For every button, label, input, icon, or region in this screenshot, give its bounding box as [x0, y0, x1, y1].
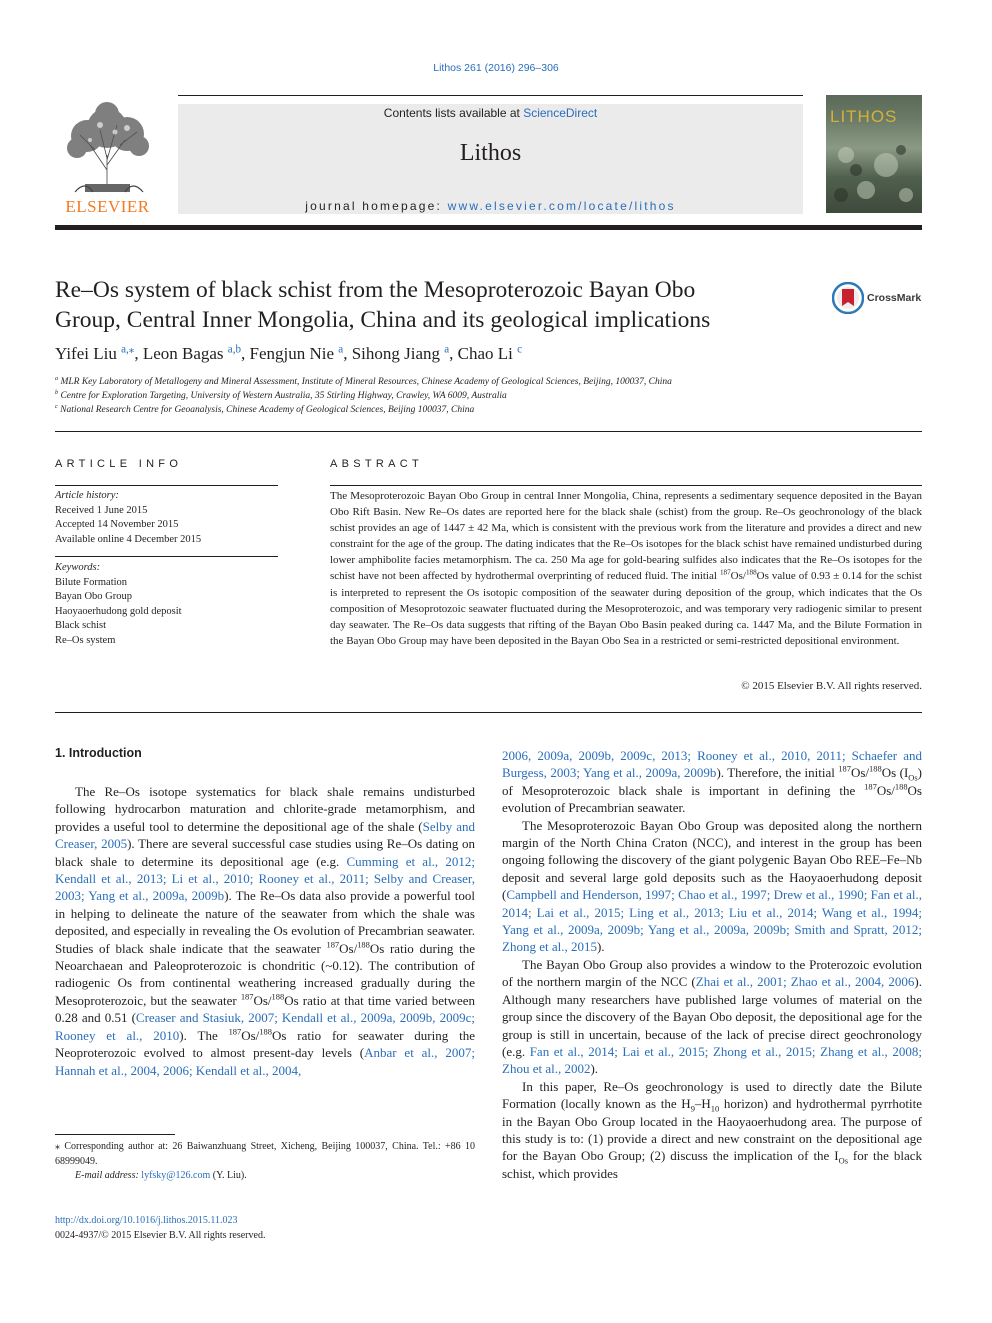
text-run: –H: [694, 1096, 711, 1112]
abstract-heading: ABSTRACT: [330, 458, 424, 470]
affiliation-mark: c: [55, 403, 58, 410]
text-run: In this paper, Re–Os geochronology is used to directly date the Bilute Formation (locally known as the H: [502, 1078, 922, 1112]
email-suffix: (Y. Liu).: [210, 1170, 247, 1181]
body-column-right: [502, 747, 922, 1182]
text-run: ). There are several successful case studies using Re–Os dating on black shale to determine its depositional age (e.g.: [55, 836, 475, 869]
text-run: The Re–Os isotope systematics for black shale remains undisturbed following hydrocarbon maturation and chlorite-grade metamorphism, and provides a useful tool to determine the depositional age of the shale (: [55, 784, 475, 834]
reference-link[interactable]: Selby and Creaser, 2005: [55, 818, 475, 852]
keywords-rule: [55, 556, 278, 557]
keyword-item: Black schist: [55, 620, 107, 631]
text-run: ). Therefore, the initial: [716, 765, 839, 781]
author-affil-mark[interactable]: a,b: [227, 343, 241, 356]
corresponding-author-note: [55, 1140, 475, 1169]
title-line-1: Re–Os system of black schist from the Mesoproterozoic Bayan Obo: [55, 277, 696, 303]
elsevier-wordmark: ELSEVIER: [65, 197, 150, 216]
author-list: Yifei Liu $^{a,⁎}$, Leon Bagas $^{a,b}$, Fengjun Nie $^a$, Sihong Jiang $^a$, Chao Li $^c$: [55, 343, 523, 363]
text-run: ). Although many researchers have published large volumes of material on the group since the discovery of the Bayan Obo deposit, the depositional age for the group is still in uncertain, because of the lack of precise direct geochronology (e.g.: [502, 974, 922, 1059]
affiliation-text: National Research Centre for Geoanalysis, Chinese Academy of Geological Sciences, Beijing 100037, China: [60, 405, 475, 415]
footnote-rule: [55, 1134, 175, 1135]
journal-name: Lithos: [459, 140, 522, 166]
abstract-copyright: © 2015 Elsevier B.V. All rights reserved.: [741, 680, 922, 692]
isotope-mark: 187: [719, 568, 731, 577]
affiliation: [55, 377, 915, 387]
text-run: The Bayan Obo Group also provides a window to the Proterozoic evolution of the northern margin of the NCC (: [502, 956, 922, 990]
affiliation-rule: [55, 431, 922, 432]
keywords-block: [55, 561, 280, 648]
isotope-mark: 188: [259, 1026, 272, 1037]
section-heading: 1. Introduction: [55, 746, 142, 760]
email-note: [55, 1169, 475, 1184]
article-info-rule: [55, 485, 278, 486]
text-run: ). The: [179, 1027, 229, 1043]
text-run: for the black schist, which provides: [502, 1148, 922, 1181]
reference-link[interactable]: Campbell and Henderson, 1997; Chao et al., 1997; Drew et al., 1990; Fan et al., 2014; Lai et al., 2015; Ling et al., 2013; Liu et al., 2014; Wang et al., 1994; Yang et al., 2009a, 2009b; Yang et al., 2009a, 2009b; Smith and Spratt, 2012; Zhong et al., 2015: [502, 887, 922, 955]
email-label: E-mail address:: [75, 1170, 142, 1181]
affiliation: [55, 391, 915, 401]
reference-link[interactable]: Fan et al., 2014; Lai et al., 2015; Zhong et al., 2015; Zhang et al., 2008; Zhou et al., 2002: [502, 1043, 922, 1077]
homepage-link[interactable]: www.elsevier.com/locate/lithos: [447, 199, 676, 213]
journal-cover-image: [826, 95, 922, 213]
isotope-mark: 187: [838, 764, 851, 775]
abstract-text: [330, 488, 922, 649]
paragraph: [502, 1078, 922, 1182]
subscript: Os: [908, 773, 918, 783]
author-name[interactable]: Yifei Liu: [55, 344, 117, 363]
text-run: Os ratio for seawater during the Neoproterozoic evolved to almost present-day levels (: [55, 1027, 475, 1061]
isotope-mark: 187: [864, 781, 877, 792]
abstract-part: The Mesoproterozoic Bayan Obo Group in central Inner Mongolia, China, represents a sedimentary sequence deposited in the Bayan Obo Rift Basin. New Re–Os dates are reported here for the black shale (schist) from the group. Re–Os geochronology of the black schist provides an age of 1447 ± 42 Ma, which is consistent with the previous work from the literature and provides a direct and new constraint for the age of the group. The dating indicates that the Re–Os isotopes for the black schist have remained undisturbed during lower amphibolite facies metamorphism. The ca. 250 Ma age for gold-bearing sulfides also indicates that the Re–Os isotopes for the schist have not been affected by hydrothermal overprinting of reduced fluid. The initial: [330, 490, 922, 583]
isotope-mark: 187: [326, 939, 340, 950]
text-run: ) of Mesoproterozoic black shale is important in defining the: [502, 765, 923, 798]
article-info-heading: ARTICLE INFO: [55, 458, 183, 470]
journal-homepage: [178, 199, 803, 213]
keywords-label: Keywords:: [55, 562, 101, 573]
contents-prefix: Contents lists available at: [383, 106, 524, 120]
keyword-item: Re–Os system: [55, 634, 116, 646]
footnote-text: Corresponding author at: 26 Baiwanzhuang Street, Xicheng, Beijing 100037, China. Tel.: +86 10 68999049.: [55, 1141, 475, 1167]
homepage-prefix: journal homepage:: [305, 199, 448, 213]
online-date: Available online 4 December 2015: [55, 533, 202, 545]
subscript: Os: [838, 1155, 848, 1166]
received-date: Received 1 June 2015: [55, 504, 148, 516]
body-column-left: [55, 783, 475, 1079]
abstract-part: Os/: [730, 570, 746, 583]
text-run: Os evolution of Precambrian seawater.: [502, 782, 922, 816]
accepted-date: Accepted 14 November 2015: [55, 519, 179, 530]
text-run: horizon) and hydrothermal pyrrhotite in the Bayan Obo Group located in the Haoyaoerhudong area. The purpose of this study is to: (1) provide a direct and new constraint on the depositional age for the Bayan Obo Group; (2) discuss the implication of the I: [502, 1096, 923, 1164]
isotope-mark: 187: [240, 991, 254, 1002]
subscript: 10: [710, 1103, 720, 1114]
header-top-rule: [178, 95, 803, 96]
crossmark-label[interactable]: CrossMark: [867, 292, 922, 304]
history-label: Article history:: [55, 490, 119, 501]
keyword-item: Bilute Formation: [55, 576, 128, 588]
footnote: [55, 1140, 475, 1184]
reference-link[interactable]: Anbar et al., 2007; Hannah et al., 2004, 2006; Kendall et al., 2004,: [55, 1045, 475, 1078]
text-run: Os ratio during the Neoarchaean and Paleoproterozoic is chondritic (~0.12). The contribution of radiogenic Os from continental weathering increased gradually during the Mesoproterozoic, but the seawater: [55, 940, 475, 1008]
cover-title: LITHOS: [830, 107, 898, 126]
author-affil-mark[interactable]: a: [444, 343, 450, 356]
affiliation-mark: b: [55, 389, 59, 396]
abstract-rule: [330, 485, 922, 486]
text-run: ).: [596, 939, 605, 955]
email-link[interactable]: lyfsky@126.com: [141, 1170, 211, 1181]
issn-copyright: 0024-4937/© 2015 Elsevier B.V. All rights reserved.: [55, 1230, 266, 1241]
contents-line: [178, 106, 803, 120]
author-affil-mark[interactable]: c: [517, 343, 523, 356]
text-run: ). The Re–Os data also provide a powerful tool in helping to delineate the nature of the seawater from which the shale was deposited, and especially in revealing the Os evolution of Precambrian seawater. Studies of black shale indicate that the seawater: [55, 888, 476, 956]
paragraph: [502, 956, 922, 1078]
footnote-star: ⁎: [55, 1141, 60, 1152]
text-run: Os (I: [881, 765, 909, 781]
sciencedirect-link[interactable]: ScienceDirect: [523, 106, 598, 120]
author-name[interactable]: Fengjun Nie: [249, 344, 335, 363]
author-name[interactable]: Sihong Jiang: [351, 344, 440, 363]
article-history: [55, 489, 280, 547]
text-run: Os ratio at that time varied between 0.28 and 0.51 (: [55, 992, 475, 1026]
header-bottom-rule: [55, 225, 922, 230]
title-line-2: Group, Central Inner Mongolia, China and its geological implications: [55, 307, 711, 333]
isotope-mark: 188: [894, 781, 908, 792]
abstract-bottom-rule: [55, 712, 922, 713]
author-affil-mark[interactable]: a: [338, 343, 344, 356]
reference-link[interactable]: Cumming et al., 2012; Kendall et al., 2013; Li et al., 2010; Rooney et al., 2011; Selby and Creaser, 2003; Yang et al., 2009a, 2009b: [55, 853, 475, 904]
affiliation-text: Centre for Exploration Targeting, University of Western Australia, 35 Stirling Highway, Crawley, WA 6009, Australia: [60, 391, 507, 401]
cover-rock-texture-icon: [826, 135, 922, 213]
reference-link[interactable]: 2006, 2009a, 2009b, 2009c, 2013; Rooney et al., 2010, 2011; Schaefer and Burgess, 2003; Yang et al., 2009a, 2009b: [502, 748, 922, 781]
text-run: The Mesoproterozoic Bayan Obo Group was deposited along the northern margin of the North China Craton (NCC), and interest in the group has been ongoing following the discovery of the giant polygenic Bayan Obo REE–Fe–Nb deposit and several large gold deposits such as the Haoyaoerhudong deposit (: [502, 817, 922, 903]
affiliation-mark: a: [55, 375, 59, 382]
affiliation-text: MLR Key Laboratory of Metallogeny and Mineral Assessment, Institute of Mineral Resources, Chinese Academy of Geological Sciences, Beijing, 100037, China: [60, 377, 672, 387]
journal-citation-link[interactable]: Lithos 261 (2016) 296–306: [433, 62, 559, 74]
paragraph: 2006, 2009a, 2009b, 2009c, 2013; Rooney et al., 2010, 2011; Schaefer and Burgess, 2003; Yang et al., 2009a, 2009b). Therefore, the initial $^{187}$Os/$^{188}$Os $(I_{Os})$ of Mesoproterozoic black shale is important in defining the $^{187}$Os/$^{188}$Os evolution of Precambrian seawater.: [502, 748, 923, 816]
isotope-mark: 188: [271, 991, 285, 1002]
isotope-mark: 187: [228, 1026, 242, 1037]
subscript: 9: [690, 1103, 695, 1114]
text-run: ).: [590, 1061, 599, 1077]
author-name[interactable]: Chao Li: [457, 344, 513, 363]
reference-link[interactable]: Zhai et al., 2001; Zhao et al., 2004, 2006: [695, 974, 915, 990]
reference-link[interactable]: Creaser and Stasiuk, 2007; Kendall et al., 2009a, 2009b, 2009c; Rooney et al., 2010: [55, 1010, 475, 1043]
isotope-mark: 188: [869, 764, 882, 775]
crossmark-icon[interactable]: [832, 282, 864, 314]
author-affil-mark[interactable]: a,⁎: [121, 343, 135, 356]
paragraph: [502, 817, 922, 956]
keyword-item: Bayan Obo Group: [55, 591, 132, 602]
affiliation: [55, 405, 915, 415]
keyword-item: Haoyaoerhudong gold deposit: [55, 605, 182, 617]
author-name[interactable]: Leon Bagas: [142, 344, 224, 363]
paragraph: The Re–Os isotope systematics for black shale remains undisturbed following hydrocarbon maturation and chlorite-grade metamorphism, and provides a useful tool to determine the depositional age of the shale (Selby and Creaser, 2005). There are several successful case studies using Re–Os dating on black shale to determine its depositional age (e.g. Cumming et al., 2012; Kendall et al., 2013; Li et al., 2010; Rooney et al., 2011; Selby and Creaser, 2003; Yang et al., 2009a, 2009b). The Re–Os data also provide a powerful tool in helping to delineate the nature of the seawater from which the shale was deposited, and especially in revealing the Os evolution of Precambrian seawater. Studies of black shale indicate that the seawater $^{187}$Os/$^{188}$Os ratio during the Neoarchaean and Paleoproterozoic is chondritic (~0.12). The contribution of radiogenic Os from continental weathering increased gradually during the Mesoproterozoic, but the seawater $^{187}$Os/$^{188}$Os ratio at that time varied between 0.28 and 0.51 (Creaser and Stasiuk, 2007; Kendall et al., 2009a, 2009b, 2009c; Rooney et al., 2010). The $^{187}$Os/$^{188}$Os ratio for seawater during the Neoproterozoic evolved to almost present-day levels (Anbar et al., 2007; Hannah et al., 2004, 2006; Kendall et al., 2004,: [55, 784, 476, 1078]
doi-link[interactable]: [55, 1215, 238, 1226]
doi-url[interactable]: http://dx.doi.org/10.1016/j.lithos.2015.11.023: [55, 1215, 238, 1226]
abstract-part: Os value of 0.93 ± 0.14 for the schist is interpreted to represent the Os isotopic composition of the seawater during deposition of the group, which indicates that the Os composition of Mesoprotozoic seawater fluctuated during the Mesoproterozoic, and was temporary very radiogenic similar to present day seawater. The Re–Os data suggests that rifting of the Bayan Obo Basin peaked during ca. 1447 Ma, and the Bilute Formation in the Bayan Obo Group may have been deposited in the Bayan Obo Sea in a restricted or semi-restricted depositional environment.: [330, 570, 922, 647]
article-title: [55, 275, 795, 335]
isotope-mark: 188: [745, 568, 757, 577]
isotope-mark: 188: [357, 939, 370, 950]
